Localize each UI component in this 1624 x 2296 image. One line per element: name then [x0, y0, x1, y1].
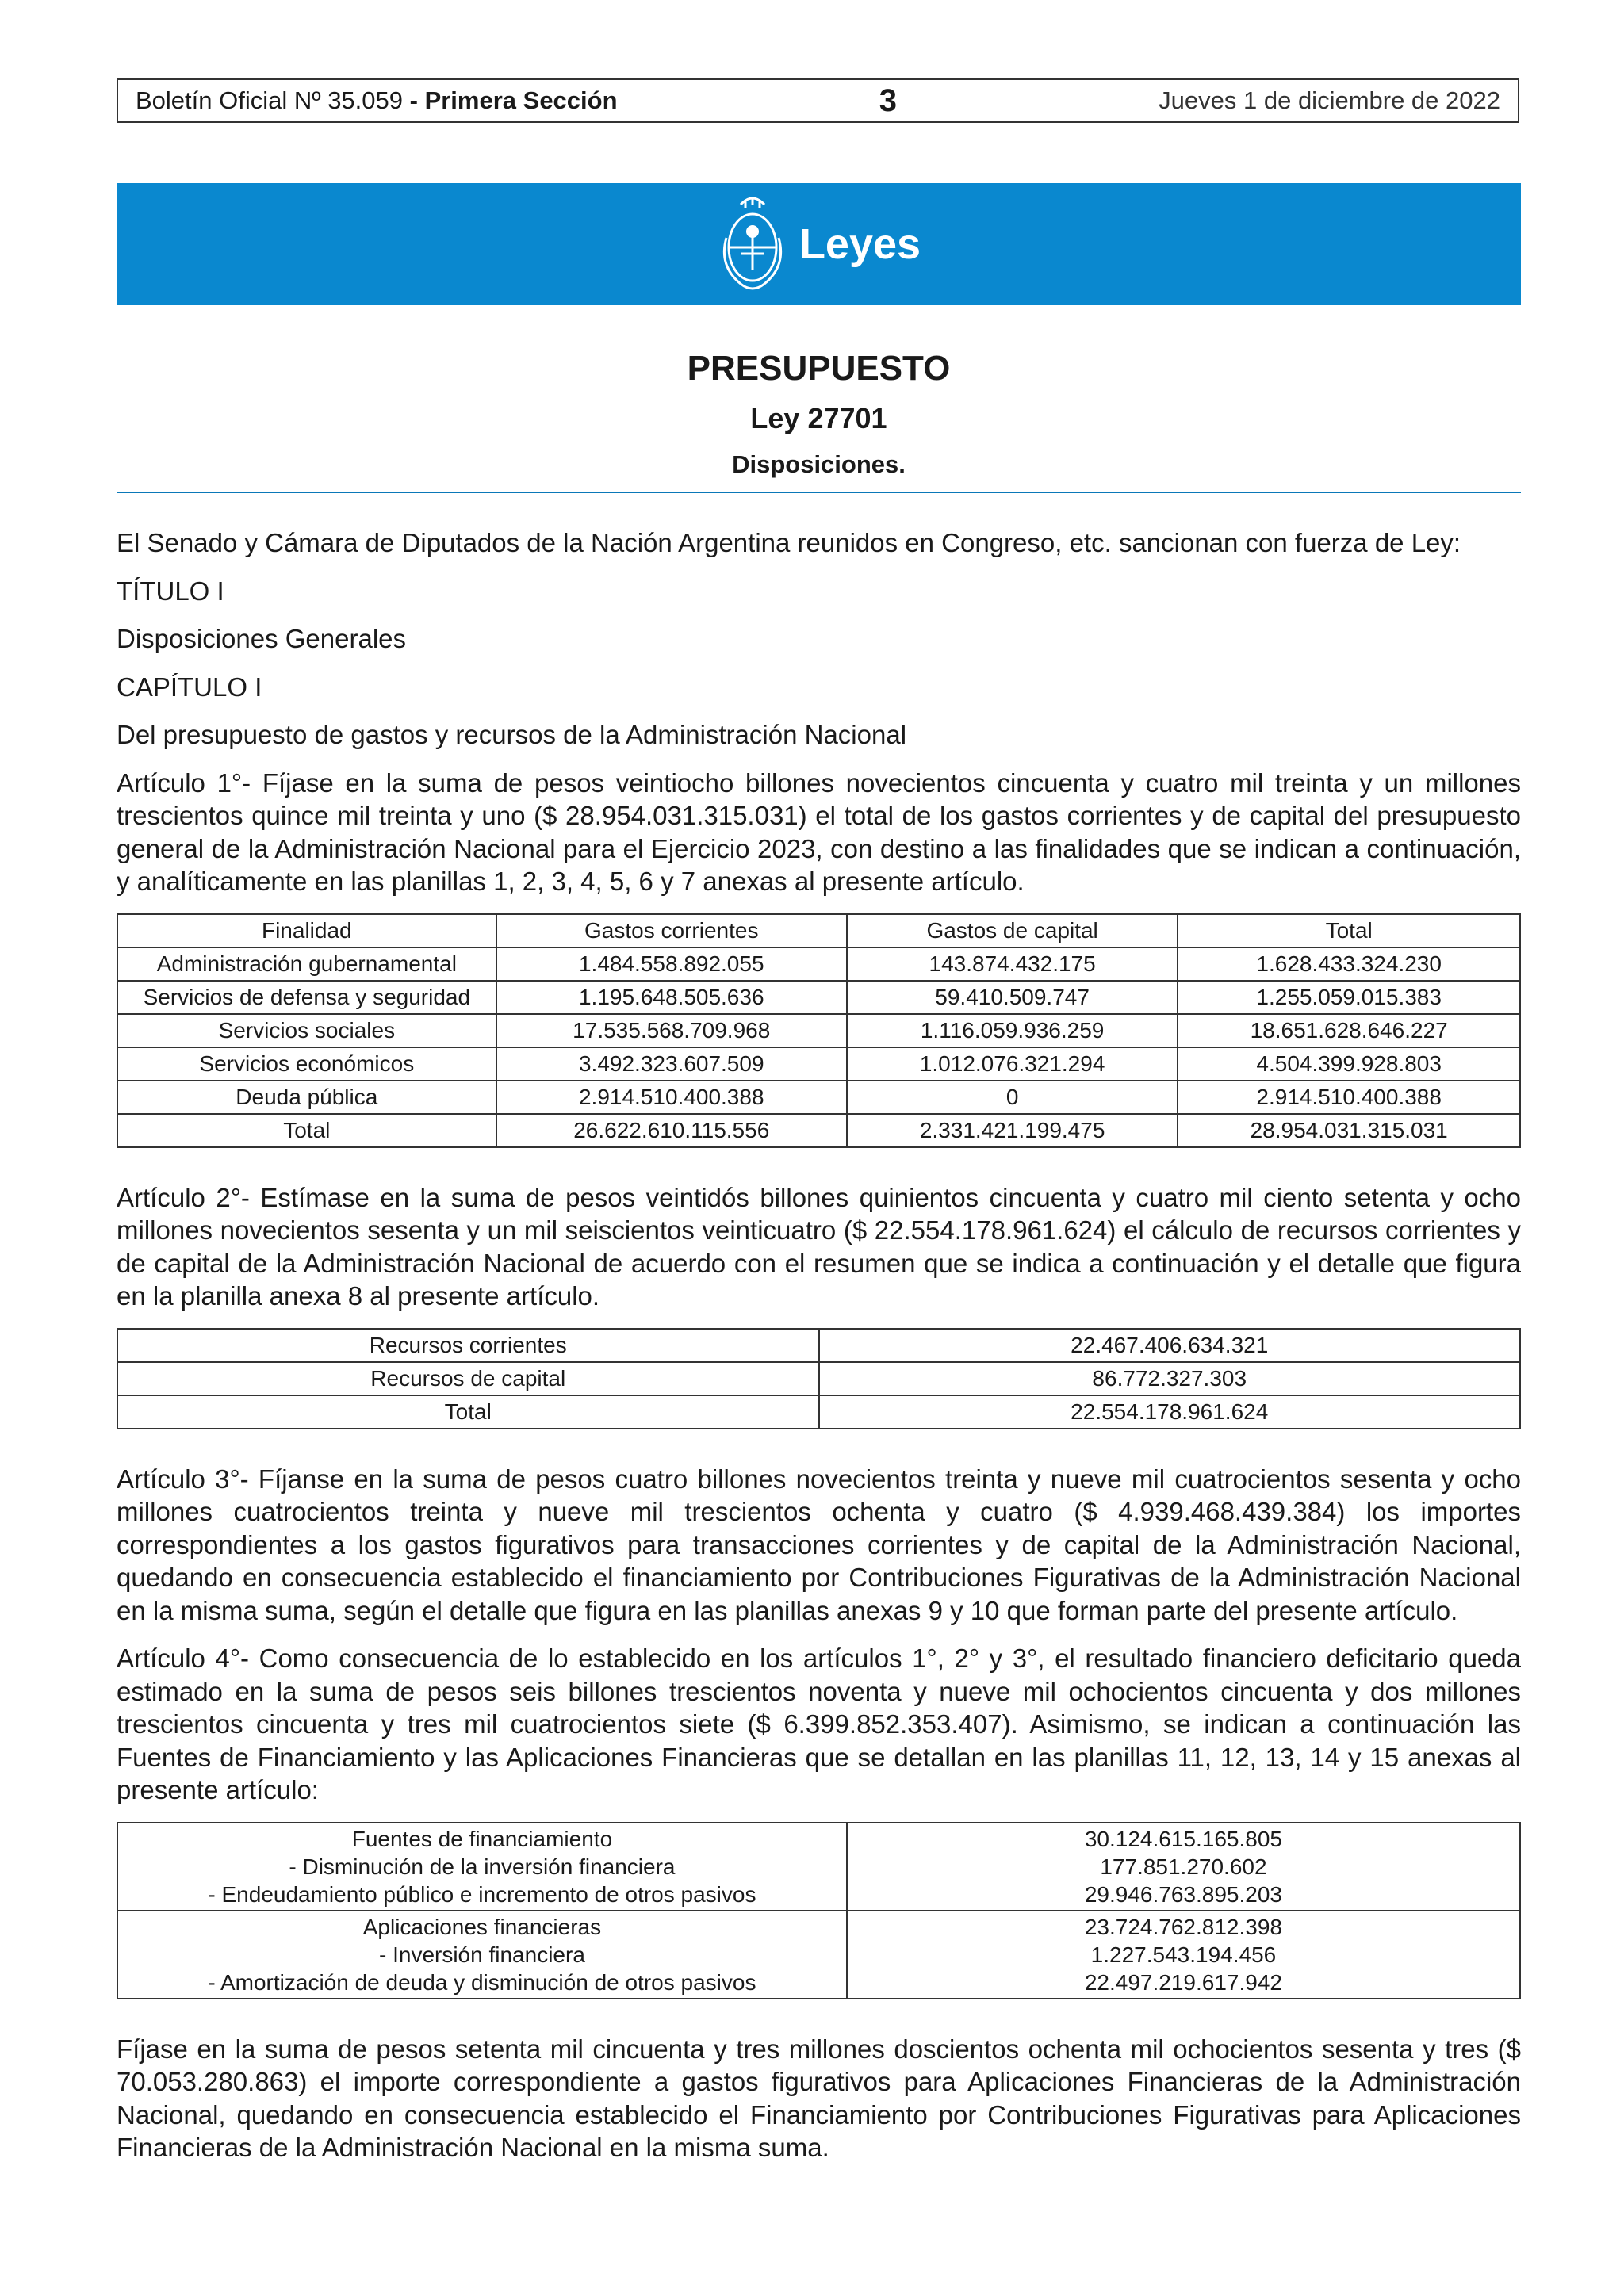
row-value: 23.724.762.812.398 — [1084, 1914, 1282, 1939]
publication-date: Jueves 1 de diciembre de 2022 — [1159, 86, 1500, 114]
table-cell: 1.012.076.321.294 — [847, 1047, 1178, 1081]
row-label: - Inversión financiera — [378, 1942, 585, 1967]
table-cell: Administración gubernamental — [117, 947, 496, 981]
document-title: PRESUPUESTO — [687, 349, 951, 388]
document-subtitle: Disposiciones. — [732, 450, 906, 478]
table-total-row — [117, 1114, 1520, 1147]
title-name: Disposiciones Generales — [117, 624, 407, 653]
publication-info — [136, 86, 618, 115]
resources-table — [117, 1328, 1521, 1429]
section-banner — [117, 183, 1521, 305]
row-value: 22.497.219.617.942 — [1084, 1969, 1282, 1995]
table-cell: 22.467.406.634.321 — [819, 1329, 1521, 1362]
table-cell: 2.331.421.199.475 — [847, 1114, 1178, 1147]
table-cell: Total — [117, 1114, 496, 1147]
table-cell — [117, 1823, 847, 1911]
page-number: 3 — [879, 82, 897, 118]
table-cell: 2.914.510.400.388 — [496, 1081, 847, 1114]
table-cell: Deuda pública — [117, 1081, 496, 1114]
table-cell: 59.410.509.747 — [847, 981, 1178, 1014]
title-divider — [117, 492, 1521, 493]
article-3: Artículo 3°- Fíjanse en la suma de pesos cuatro billones novecientos treinta y nueve mil cuatrocientos sesenta y ocho millones cuatrocientos treinta y nueve mil trescientos ochenta y cuatro ($ 4.939.468.439.384) los importes correspondientes a los gastos figurativos para transacciones corrientes y de capital de la Administración Nacional, quedando en consecuencia establecido el financiamiento por Contribuciones Figurativas de la Administración Nacional en la misma suma, según el detalle que figura en las planillas anexas 9 y 10 que forman parte del presente artículo. — [117, 1464, 1521, 1625]
table-row — [117, 1362, 1520, 1395]
row-value: 30.124.615.165.805 — [1084, 1826, 1282, 1851]
header-cell: Total — [1178, 914, 1520, 947]
table-cell: Recursos corrientes — [117, 1329, 819, 1362]
table-cell: 1.195.648.505.636 — [496, 981, 847, 1014]
table-cell: 17.535.568.709.968 — [496, 1014, 847, 1047]
table-cell — [117, 1911, 847, 1999]
intro-paragraph: El Senado y Cámara de Diputados de la Nación Argentina reunidos en Congreso, etc. sancionan con fuerza de Ley: — [117, 528, 1461, 557]
row-value: 1.227.543.194.456 — [1090, 1942, 1277, 1967]
table-row — [117, 1081, 1520, 1114]
row-label: - Disminución de la inversión financiera — [289, 1854, 676, 1879]
table-total-row — [117, 1395, 1520, 1429]
table-header-row — [117, 914, 1520, 947]
table-cell: 143.874.432.175 — [847, 947, 1178, 981]
chapter-heading: CAPÍTULO I — [117, 672, 262, 702]
article-1: Artículo 1°- Fíjase en la suma de pesos veintiocho billones novecientos cincuenta y cuatro mil treinta y un millones trescientos quince mil treinta y uno ($ 28.954.031.315.031) el total de los gastos corrientes y de capital del presupuesto general de la Administración Nacional para el Ejercicio 2023, con destino a las finalidades que se indican a continuación, y analíticamente en las planillas 1, 2, 3, 4, 5, 6 y 7 anexas al presente artículo. — [117, 767, 1521, 896]
publication-number: Boletín Oficial Nº 35.059 — [136, 86, 404, 114]
section-label: Leyes — [799, 220, 921, 268]
table-row — [117, 1911, 1520, 1999]
row-value: 177.851.270.602 — [1100, 1854, 1267, 1879]
table-cell: 1.255.059.015.383 — [1178, 981, 1520, 1014]
row-label: - Endeudamiento público e incremento de otros pasivos — [208, 1881, 756, 1907]
row-label: Fuentes de financiamiento — [351, 1826, 613, 1851]
chapter-name: Del presupuesto de gastos y recursos de la Administración Nacional — [117, 720, 907, 749]
row-label: - Amortización de deuda y disminución de otros pasivos — [208, 1969, 756, 1995]
section-name: - Primera Sección — [403, 86, 618, 114]
table-row — [117, 947, 1520, 981]
table-row — [117, 1329, 1520, 1362]
title-heading: TÍTULO I — [117, 576, 224, 606]
header-cell: Gastos de capital — [847, 914, 1178, 947]
table-cell: 28.954.031.315.031 — [1178, 1114, 1520, 1147]
table-cell: 22.554.178.961.624 — [819, 1395, 1521, 1429]
article-2: Artículo 2°- Estímase en la suma de pesos veintidós billones quinientos cincuenta y cuatro mil ciento setenta y ocho millones novecientos sesenta y un mil seiscientos veinticuatro ($ 22.554.178.961.624) el cálculo de recursos corrientes y de capital de la Administración Nacional de acuerdo con el resumen que se indica a continuación y el detalle que figura en la planilla anexa 8 al presente artículo. — [117, 1182, 1521, 1311]
document-body — [117, 526, 1521, 2179]
article-4: Artículo 4°- Como consecuencia de lo establecido en los artículos 1°, 2° y 3°, el resultado financiero deficitario queda estimado en la suma de pesos seis billones trescientos noventa y nueve mil ochocientos cincuenta y dos millones trescientos cincuenta y tres mil cuatrocientos siete ($ 6.399.852.353.407). Asimismo, se indican a continuación las Fuentes de Financiamiento y las Aplicaciones Financieras que se detallan en las planillas 11, 12, 13, 14 y 15 anexas al presente artículo: — [117, 1644, 1521, 1804]
table-cell: Servicios económicos — [117, 1047, 496, 1081]
header-cell: Gastos corrientes — [496, 914, 847, 947]
header-cell: Finalidad — [117, 914, 496, 947]
row-value: 29.946.763.895.203 — [1084, 1881, 1282, 1907]
table-row — [117, 981, 1520, 1014]
table-cell: 3.492.323.607.509 — [496, 1047, 847, 1081]
table-cell: 2.914.510.400.388 — [1178, 1081, 1520, 1114]
page-header — [117, 78, 1519, 123]
table-cell: 1.628.433.324.230 — [1178, 947, 1520, 981]
table-cell: 26.622.610.115.556 — [496, 1114, 847, 1147]
table-cell: 1.484.558.892.055 — [496, 947, 847, 981]
table-cell: 0 — [847, 1081, 1178, 1114]
table-cell: 86.772.327.303 — [819, 1362, 1521, 1395]
table-cell: Servicios de defensa y seguridad — [117, 981, 496, 1014]
table-cell — [847, 1911, 1520, 1999]
argentina-coat-of-arms-icon — [717, 190, 788, 298]
final-paragraph: Fíjase en la suma de pesos setenta mil cincuenta y tres millones doscientos ochenta mil ochocientos sesenta y tres ($ 70.053.280.863) el importe correspondiente a gastos figurativos para Aplicaciones Financieras de la Administración Nacional, quedando en consecuencia establecido el Financiamiento por Contribuciones Figurativas para Aplicaciones Financieras de la Administración Nacional en la misma suma. — [117, 2034, 1521, 2162]
table-cell: Servicios sociales — [117, 1014, 496, 1047]
table-cell: 1.116.059.936.259 — [847, 1014, 1178, 1047]
expenses-table — [117, 913, 1521, 1148]
table-cell: 18.651.628.646.227 — [1178, 1014, 1520, 1047]
table-row — [117, 1047, 1520, 1081]
table-cell: 4.504.399.928.803 — [1178, 1047, 1520, 1081]
table-cell: Total — [117, 1395, 819, 1429]
table-row — [117, 1823, 1520, 1911]
table-cell — [847, 1823, 1520, 1911]
table-row — [117, 1014, 1520, 1047]
row-label: Aplicaciones financieras — [362, 1914, 602, 1939]
table-cell: Recursos de capital — [117, 1362, 819, 1395]
law-number: Ley 27701 — [750, 402, 887, 434]
financing-table — [117, 1822, 1521, 1999]
